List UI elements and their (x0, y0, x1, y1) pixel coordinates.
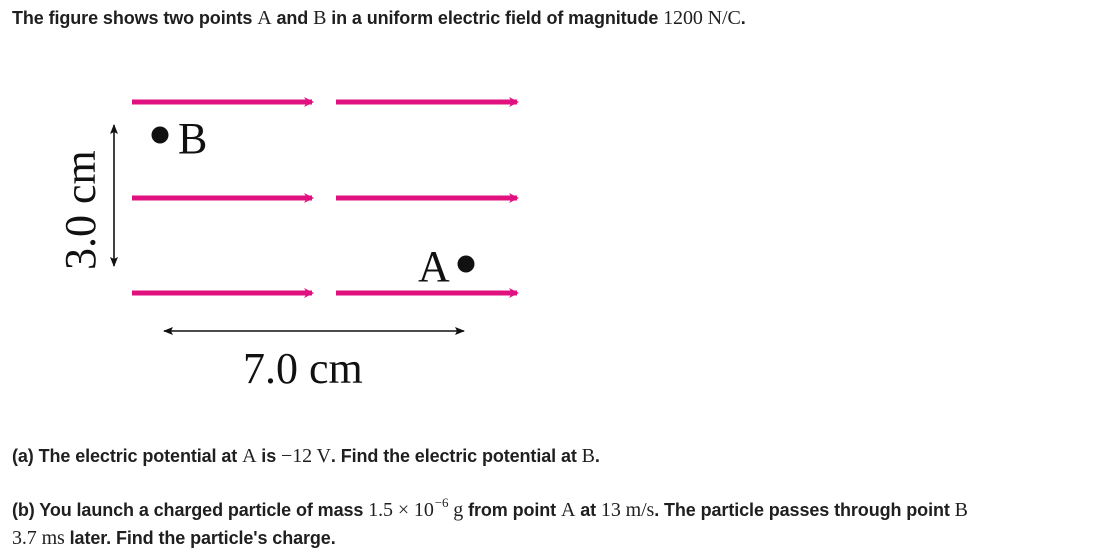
mass-mantissa: 1.5 × 10 (368, 499, 434, 521)
height-label: 3.0 cm (56, 150, 105, 270)
intro-point-a: A (257, 7, 272, 29)
question-part-b-line-1 (12, 495, 968, 522)
point-b-dot (152, 127, 169, 144)
part-b-end: later. Find the particle's charge. (64, 528, 336, 548)
intro-period: . (740, 8, 746, 28)
field-magnitude: 1200 N/C (663, 7, 741, 29)
part-b-mid3: . The particle passes through point (654, 500, 955, 520)
part-a-point-a: A (242, 445, 257, 467)
intro-rest: in a uniform electric field of magnitude (326, 8, 664, 28)
point-a-dot (458, 256, 475, 273)
mass-unit: g (448, 499, 464, 521)
question-part-a (12, 445, 600, 468)
launch-speed: 13 m/s (600, 499, 655, 521)
mass-exponent: −6 (434, 495, 449, 510)
part-b-point-a: A (560, 499, 576, 521)
travel-time: 3.7 ms (12, 527, 65, 549)
point-a-label: A (418, 242, 450, 291)
potential-at-a: −12 V (281, 445, 331, 467)
part-b-mid1: from point (463, 500, 561, 520)
point-b-label: B (178, 114, 208, 163)
part-a-prefix: (a) The electric potential at (12, 446, 243, 466)
part-a-point-b: B (581, 445, 595, 467)
question-part-b-line-2 (12, 527, 336, 550)
part-a-end: . (594, 446, 600, 466)
intro-prefix: The figure shows two points (12, 8, 258, 28)
part-a-mid: . Find the electric potential at (330, 446, 582, 466)
part-b-prefix: (b) You launch a charged particle of mass (12, 500, 369, 520)
intro-point-b: B (313, 7, 327, 29)
width-label: 7.0 cm (243, 344, 363, 393)
part-b-point-b: B (954, 499, 968, 521)
part-a-is: is (256, 446, 282, 466)
part-b-mid2: at (575, 500, 601, 520)
intro-and: and (271, 8, 314, 28)
